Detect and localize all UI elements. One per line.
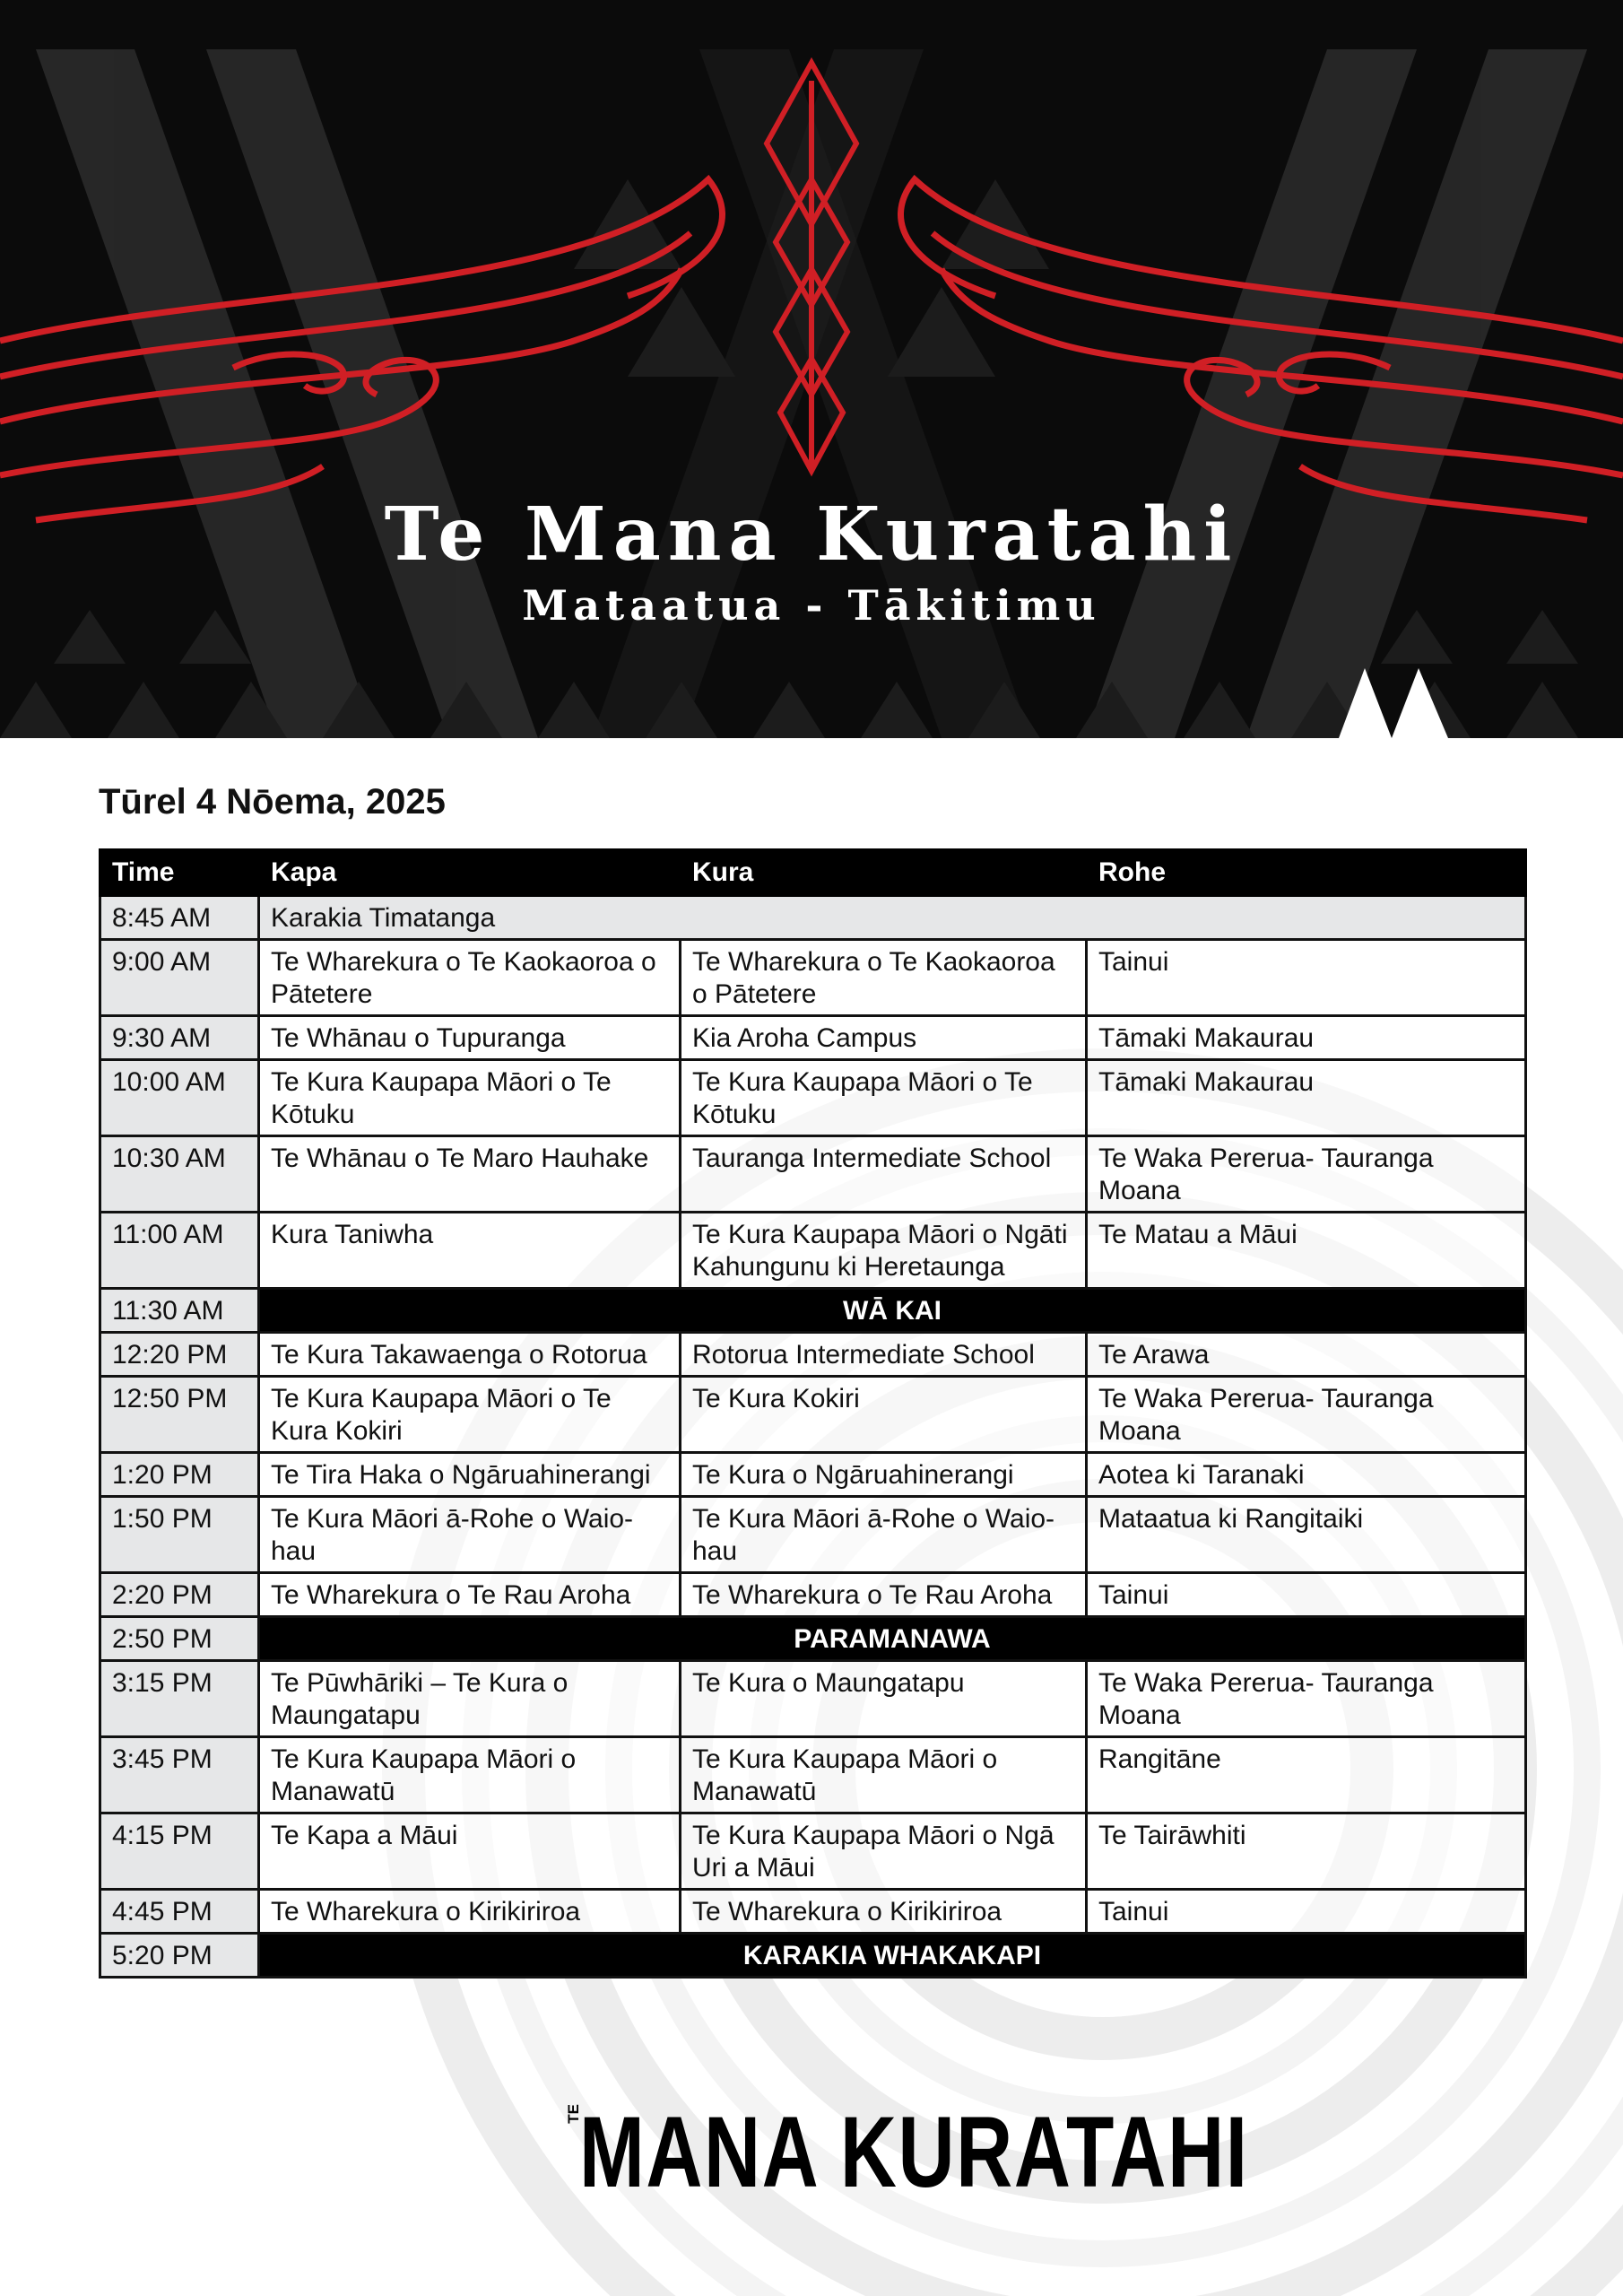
schedule-row [100,896,1526,940]
kura-cell: Te Wharekura o Kirikiriroa [681,1890,1087,1934]
schedule-row [100,1377,1526,1453]
schedule-row [100,1289,1526,1333]
kura-cell: Te Wharekura o Te Rau Aroha [681,1573,1087,1617]
kapa-cell: Te Wharekura o Kirikiriroa [259,1890,681,1934]
schedule-row [100,1333,1526,1377]
time-cell: 3:45 PM [100,1737,259,1813]
kapa-cell: Te Whānau o Tupuranga [259,1016,681,1060]
schedule-row [100,1453,1526,1497]
schedule-table [99,848,1527,1979]
kura-cell: Te Wharekura o Te Kaokaoroa o Pātetere [681,940,1087,1016]
time-cell: 10:00 AM [100,1060,259,1136]
schedule-row [100,1617,1526,1661]
kapa-cell: Te Wharekura o Te Kaokaoroa o Pātetere [259,940,681,1016]
time-cell: 9:00 AM [100,940,259,1016]
kura-cell: Te Kura Kokiri [681,1377,1087,1453]
rohe-cell: Te Tairāwhiti [1087,1813,1526,1890]
kapa-cell: Te Wharekura o Te Rau Aroha [259,1573,681,1617]
break-cell: WĀ KAI [259,1289,1526,1333]
schedule-body [100,896,1526,1978]
kapa-cell: Te Kura Takawaenga o Rotorua [259,1333,681,1377]
rohe-cell: Tainui [1087,1890,1526,1934]
rohe-cell: Te Matau a Māui [1087,1213,1526,1289]
time-cell: 12:20 PM [100,1333,259,1377]
logo-te-text: TE [565,2104,582,2124]
kapa-cell: Te Kura Kaupapa Māori o Manawatū [259,1737,681,1813]
time-cell: 12:50 PM [100,1377,259,1453]
time-cell: 1:20 PM [100,1453,259,1497]
rohe-cell: Te Waka Pererua- Tauranga Moana [1087,1377,1526,1453]
time-cell: 10:30 AM [100,1136,259,1213]
column-header-rohe: Rohe [1087,850,1526,896]
rohe-cell: Tainui [1087,1573,1526,1617]
kura-cell: Te Kura Kaupapa Māori o Manawatū [681,1737,1087,1813]
break-cell: KARAKIA WHAKAKAPI [259,1934,1526,1978]
time-cell: 9:30 AM [100,1016,259,1060]
schedule-row [100,1213,1526,1289]
break-cell: PARAMANAWA [259,1617,1526,1661]
time-cell: 3:15 PM [100,1661,259,1737]
rohe-cell: Tainui [1087,940,1526,1016]
rohe-cell: Tāmaki Makaurau [1087,1060,1526,1136]
kura-cell: Te Kura o Ngāruahinerangi [681,1453,1087,1497]
schedule-row [100,1737,1526,1813]
kapa-cell: Te Pūwhāriki – Te Kura o Maungatapu [259,1661,681,1737]
rohe-cell: Te Waka Pererua- Tauranga Moana [1087,1136,1526,1213]
time-cell: 2:20 PM [100,1573,259,1617]
date-heading: Tūrel 4 Nōema, 2025 [99,782,446,822]
time-cell: 5:20 PM [100,1934,259,1978]
column-header-kapa: Kapa [259,850,681,896]
schedule-row [100,1890,1526,1934]
header-banner [0,0,1623,738]
time-cell: 8:45 AM [100,896,259,940]
schedule-row [100,1060,1526,1136]
rohe-cell: Te Waka Pererua- Tauranga Moana [1087,1661,1526,1737]
kura-cell: Tauranga Intermediate School [681,1136,1087,1213]
rohe-cell: Aotea ki Taranaki [1087,1453,1526,1497]
kura-cell: Rotorua Intermediate School [681,1333,1087,1377]
schedule-row [100,1661,1526,1737]
kapa-cell: Te Kura Māori ā-Rohe o Waio-hau [259,1497,681,1573]
schedule-row [100,1813,1526,1890]
logo-wordmark: MANA KURATAHI [579,2096,1249,2208]
time-cell: 11:30 AM [100,1289,259,1333]
table-header-row [100,850,1526,896]
column-header-kura: Kura [681,850,1087,896]
kura-cell: Te Kura Kaupapa Māori o Te Kōtuku [681,1060,1087,1136]
schedule-row [100,1573,1526,1617]
time-cell: 11:00 AM [100,1213,259,1289]
column-header-time: Time [100,850,259,896]
kapa-cell: Te Kura Kaupapa Māori o Te Kōtuku [259,1060,681,1136]
event-cell: Karakia Timatanga [259,896,1526,940]
time-cell: 1:50 PM [100,1497,259,1573]
rohe-cell: Mataatua ki Rangitaiki [1087,1497,1526,1573]
schedule-row [100,1136,1526,1213]
banner-subtitle: Mataatua - Tākitimu [522,581,1101,630]
time-cell: 4:15 PM [100,1813,259,1890]
rohe-cell: Te Arawa [1087,1333,1526,1377]
rohe-cell: Tāmaki Makaurau [1087,1016,1526,1060]
schedule-row [100,940,1526,1016]
time-cell: 4:45 PM [100,1890,259,1934]
kura-cell: Kia Aroha Campus [681,1016,1087,1060]
schedule-row [100,1016,1526,1060]
kura-cell: Te Kura Kaupapa Māori o Ngā Uri a Māui [681,1813,1087,1890]
kura-cell: Te Kura Māori ā-Rohe o Waio-hau [681,1497,1087,1573]
kura-cell: Te Kura Kaupapa Māori o Ngāti Kahungunu ki Heretaunga [681,1213,1087,1289]
kura-cell: Te Kura o Maungatapu [681,1661,1087,1737]
kapa-cell: Kura Taniwha [259,1213,681,1289]
kapa-cell: Te Kapa a Māui [259,1813,681,1890]
kapa-cell: Te Tira Haka o Ngāruahinerangi [259,1453,681,1497]
kapa-cell: Te Kura Kaupapa Māori o Te Kura Kokiri [259,1377,681,1453]
schedule-row [100,1934,1526,1978]
mana-kuratahi-logo [565,2096,1249,2208]
banner-title: Te Mana Kuratahi [384,491,1239,578]
kapa-cell: Te Whānau o Te Maro Hauhake [259,1136,681,1213]
time-cell: 2:50 PM [100,1617,259,1661]
rohe-cell: Rangitāne [1087,1737,1526,1813]
schedule-row [100,1497,1526,1573]
